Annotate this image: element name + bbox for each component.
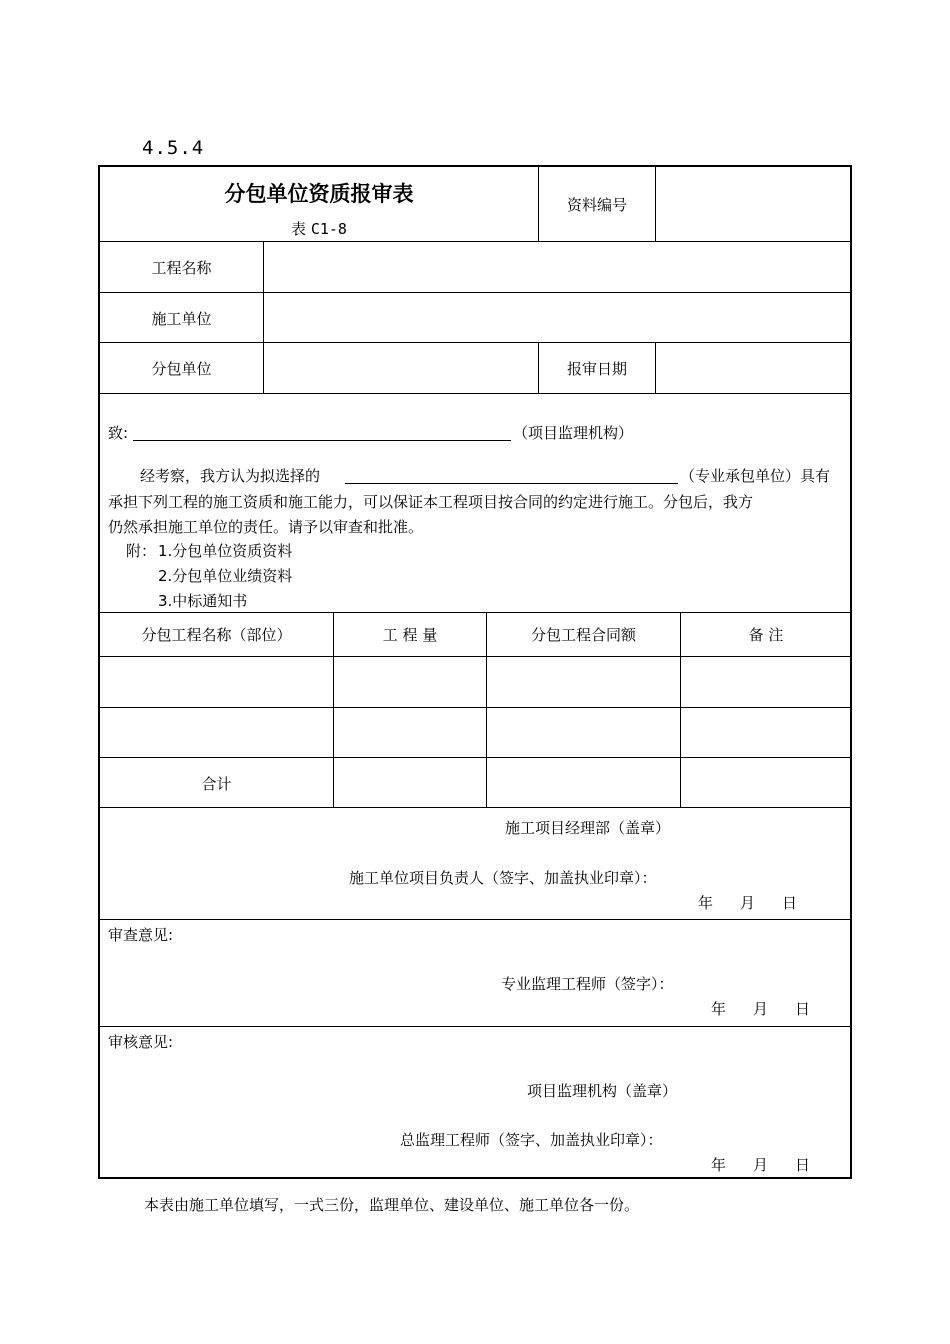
table-code (100, 220, 538, 238)
table-row[interactable] (100, 658, 850, 706)
review-opinion-field[interactable] (102, 946, 848, 972)
date-day: 日 (795, 1156, 811, 1174)
audit-opinion-field[interactable] (102, 1053, 848, 1079)
form-title: 分包单位资质报审表 (224, 182, 414, 206)
to-label: 致: (108, 424, 129, 442)
para-suffix: （专业承包单位）具有 (680, 467, 831, 485)
divider (99, 707, 851, 708)
to-suffix: （项目监理机构） (513, 424, 634, 442)
divider (99, 241, 851, 242)
divider (655, 166, 656, 242)
report-date-field[interactable] (657, 344, 849, 392)
total-row-fields[interactable] (335, 759, 850, 806)
divider (99, 919, 851, 920)
divider (655, 342, 656, 393)
subcontractor-underline[interactable] (345, 483, 678, 484)
section-number: 4.5.4 (142, 137, 205, 159)
para-line-3: 仍然承担施工单位的责任。请予以审查和批准。 (108, 518, 424, 536)
total-label: 合计 (201, 775, 232, 793)
review-sign-label: 专业监理工程师（签字）： (501, 975, 674, 993)
divider (99, 807, 851, 808)
table-code-prefix: 表 (291, 220, 307, 238)
contractor-label: 施工单位 (151, 310, 212, 328)
date-month: 月 (753, 1000, 769, 1018)
report-date-label: 报审日期 (566, 360, 627, 378)
project-name-field[interactable] (265, 243, 849, 291)
footnote: 本表由施工单位填写，一式三份，监理单位、建设单位、施工单位各一份。 (144, 1196, 640, 1214)
to-underline[interactable] (133, 440, 511, 441)
subcontractor-field[interactable] (265, 344, 537, 392)
para-line-2: 承担下列工程的施工资质和施工能力，可以保证本工程项目按合同的约定进行施工。分包后，我方 (108, 493, 754, 511)
column-header: 分包工程合同额 (530, 626, 636, 644)
date-month: 月 (740, 894, 756, 912)
contractor-sign-label: 施工单位项目负责人（签字、加盖执业印章）： (349, 869, 657, 887)
review-label: 审查意见: (108, 926, 174, 944)
column-header: 工 程 量 (382, 626, 438, 644)
project-name-label: 工程名称 (151, 259, 212, 277)
divider (99, 393, 851, 394)
attachment-item: 3.中标通知书 (158, 592, 248, 610)
date-day: 日 (795, 1000, 811, 1018)
divider (99, 292, 851, 293)
attachment-item: 1.分包单位资质资料 (158, 542, 293, 560)
attachment-item: 2.分包单位业绩资料 (158, 567, 293, 585)
date-year: 年 (711, 1000, 727, 1018)
subcontractor-label: 分包单位 (151, 360, 212, 378)
table-code-value: C1-8 (310, 220, 347, 238)
contractor-field[interactable] (265, 294, 849, 341)
divider (99, 1026, 851, 1027)
column-header: 备 注 (748, 626, 784, 644)
doc-no-field[interactable] (657, 168, 849, 240)
table-row[interactable] (100, 709, 850, 756)
dept-stamp-label: 施工项目经理部（盖章） (505, 819, 671, 837)
divider (263, 241, 264, 393)
date-month: 月 (753, 1156, 769, 1174)
doc-no-label: 资料编号 (566, 196, 627, 214)
audit-stamp-label: 项目监理机构（盖章） (527, 1082, 678, 1100)
para-start: 经考察，我方认为拟选择的 (140, 467, 321, 485)
date-year: 年 (711, 1156, 727, 1174)
divider (99, 656, 851, 657)
date-year: 年 (698, 894, 714, 912)
audit-sign-label: 总监理工程师（签字、加盖执业印章）： (400, 1131, 663, 1149)
divider (99, 612, 851, 613)
divider (99, 757, 851, 758)
column-header: 分包工程名称（部位） (141, 626, 292, 644)
divider (99, 342, 851, 343)
date-day: 日 (782, 894, 798, 912)
attachments-label: 附： (126, 542, 157, 560)
audit-label: 审核意见: (108, 1033, 174, 1051)
